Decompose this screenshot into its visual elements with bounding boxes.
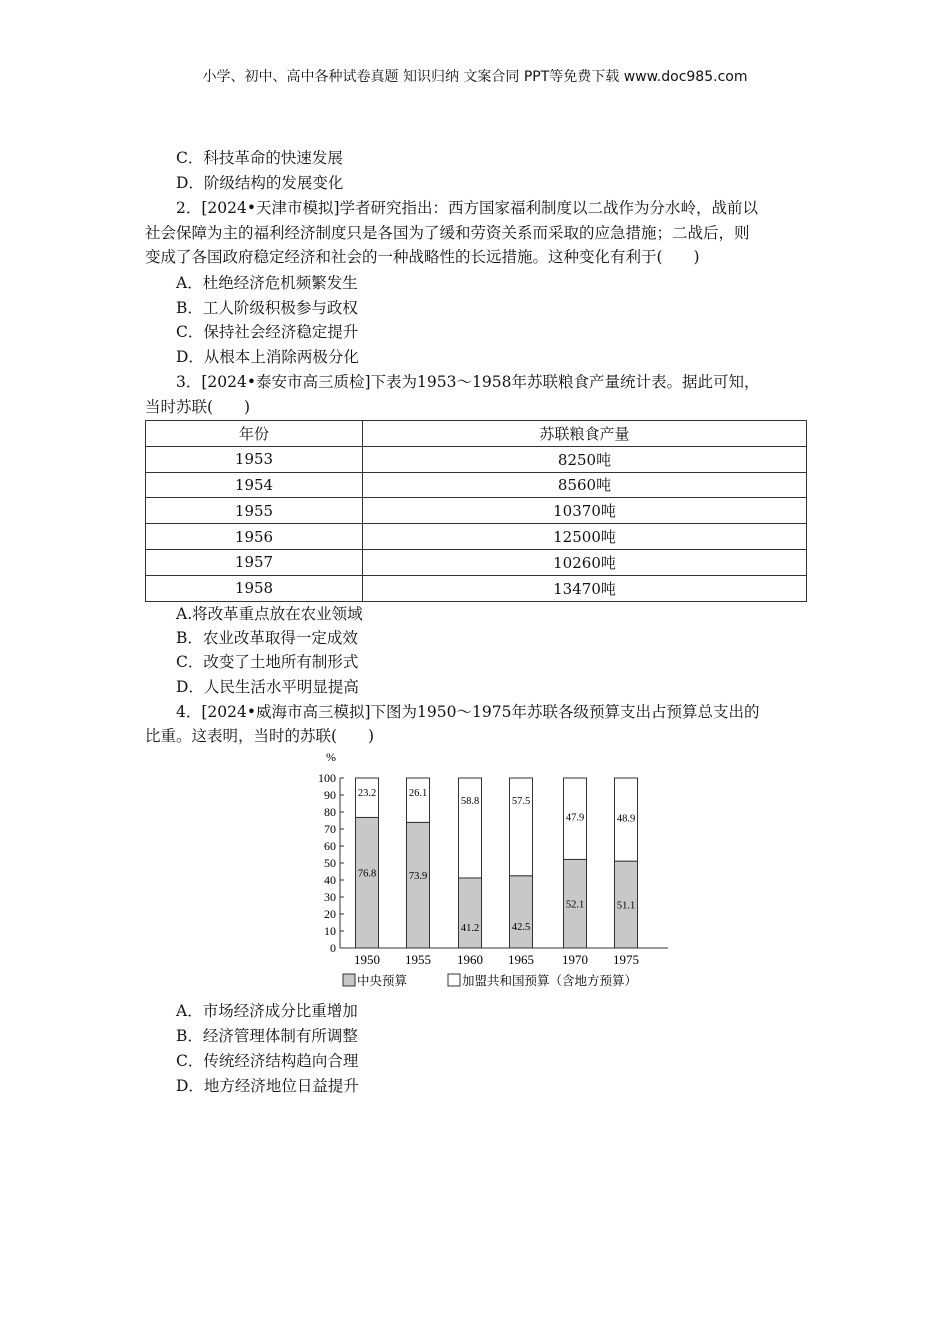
x-tick-label: 1965 [508, 952, 534, 967]
q3-option-c: C．改变了土地所有制形式 [176, 653, 359, 671]
data-label: 58.8 [460, 796, 480, 807]
q2-stem-line: 变成了各国政府稳定经济和社会的一种战略性的长远措施。这种变化有利于( ) [145, 248, 700, 266]
q2-stem-line: 2．[2024•天津市模拟]学者研究指出：西方国家福利制度以二战作为分水岭，战前以 [176, 199, 759, 217]
year-cell: 1955 [146, 498, 363, 524]
legend-label-central: 中央预算 [357, 974, 408, 988]
q2-option-c: C．保持社会经济稳定提升 [176, 323, 359, 341]
table-row [146, 524, 807, 550]
q3-option-b: B．农业改革取得一定成效 [176, 629, 358, 647]
table-row [146, 549, 807, 575]
data-label: 47.9 [565, 812, 585, 824]
output-cell: 8560吨 [363, 472, 807, 498]
page-header: 小学、初中、高中各种试卷真题 知识归纳 文案合同 PPT等免费下载 www.doc985.com [202, 69, 748, 85]
q4-option-b: B．经济管理体制有所调整 [176, 1027, 358, 1045]
x-tick-label: 1975 [613, 952, 639, 967]
year-cell: 1953 [146, 446, 363, 472]
bar-republic [407, 778, 430, 822]
bar-central [407, 822, 430, 948]
output-cell: 10370吨 [363, 498, 807, 524]
budget-share-chart [300, 748, 680, 993]
bar-republic [510, 778, 533, 876]
output-cell: 8250吨 [363, 446, 807, 472]
q2-option-b: B．工人阶级积极参与政权 [176, 299, 358, 317]
grain-output-table [145, 420, 807, 602]
y-axis-label: % [326, 750, 336, 764]
q2-option-d: D．从根本上消除两极分化 [176, 348, 359, 366]
data-label: 42.5 [511, 921, 531, 933]
table-header-row [146, 421, 807, 447]
year-cell: 1958 [146, 575, 363, 601]
bar-republic [459, 778, 482, 878]
table-row [146, 575, 807, 601]
legend-swatch-republic [448, 974, 460, 986]
q3-option-d: D．人民生活水平明显提高 [176, 678, 359, 696]
bar-central [510, 876, 533, 948]
y-tick-label: 30 [324, 890, 336, 904]
x-tick-label: 1960 [457, 952, 483, 967]
q4-stem-line: 4．[2024•威海市高三模拟]下图为1950～1975年苏联各级预算支出占预算总支出的 [176, 703, 760, 721]
q3-stem-line: 3．[2024•泰安市高三质检]下表为1953～1958年苏联粮食产量统计表。据此可知， [176, 373, 760, 391]
bar-central [459, 878, 482, 948]
y-tick-label: 0 [330, 941, 336, 955]
output-cell: 12500吨 [363, 524, 807, 550]
y-tick-label: 10 [324, 924, 336, 938]
header-output: 苏联粮食产量 [363, 421, 807, 447]
data-label: 57.5 [511, 796, 531, 807]
x-tick-label: 1950 [354, 952, 380, 967]
q3-option-a: A.将改革重点放在农业领域 [176, 605, 363, 623]
legend-swatch-central [343, 974, 355, 986]
y-tick-label: 80 [324, 805, 336, 819]
year-cell: 1956 [146, 524, 363, 550]
x-tick-label: 1955 [405, 952, 431, 967]
y-tick-label: 40 [324, 873, 336, 887]
q3-stem-line: 当时苏联( ) [145, 398, 251, 416]
year-cell: 1957 [146, 549, 363, 575]
data-label: 76.8 [357, 868, 377, 880]
y-tick-label: 90 [324, 788, 336, 802]
y-tick-label: 70 [324, 822, 336, 836]
q4-stem-line: 比重。这表明，当时的苏联( ) [145, 727, 375, 745]
q1-option-c: C．科技革命的快速发展 [176, 149, 343, 167]
data-label: 23.2 [357, 788, 377, 799]
table-row [146, 472, 807, 498]
legend-label-republic: 加盟共和国预算（含地方预算） [462, 974, 638, 988]
y-tick-label: 50 [324, 856, 336, 870]
header-year: 年份 [146, 421, 363, 447]
data-label: 41.2 [460, 922, 480, 934]
y-tick-label: 60 [324, 839, 336, 853]
data-label: 26.1 [408, 788, 428, 799]
q4-option-c: C．传统经济结构趋向合理 [176, 1052, 359, 1070]
q4-option-d: D．地方经济地位日益提升 [176, 1077, 359, 1095]
q1-option-d: D．阶级结构的发展变化 [176, 174, 344, 192]
y-tick-label: 100 [318, 771, 336, 785]
year-cell: 1954 [146, 472, 363, 498]
q2-stem-line: 社会保障为主的福利经济制度只是各国为了缓和劳资关系而采取的应急措施；二战后，则 [145, 224, 750, 242]
data-label: 52.1 [565, 899, 585, 911]
y-tick-label: 20 [324, 907, 336, 921]
data-label: 51.1 [616, 900, 636, 912]
data-label: 73.9 [408, 871, 428, 883]
table-row [146, 498, 807, 524]
table-row [146, 446, 807, 472]
data-label: 48.9 [616, 813, 636, 825]
output-cell: 13470吨 [363, 575, 807, 601]
q2-option-a: A．杜绝经济危机频繁发生 [176, 274, 358, 292]
x-tick-label: 1970 [562, 952, 588, 967]
output-cell: 10260吨 [363, 549, 807, 575]
bar-central [356, 817, 379, 948]
q4-option-a: A．市场经济成分比重增加 [176, 1002, 358, 1020]
